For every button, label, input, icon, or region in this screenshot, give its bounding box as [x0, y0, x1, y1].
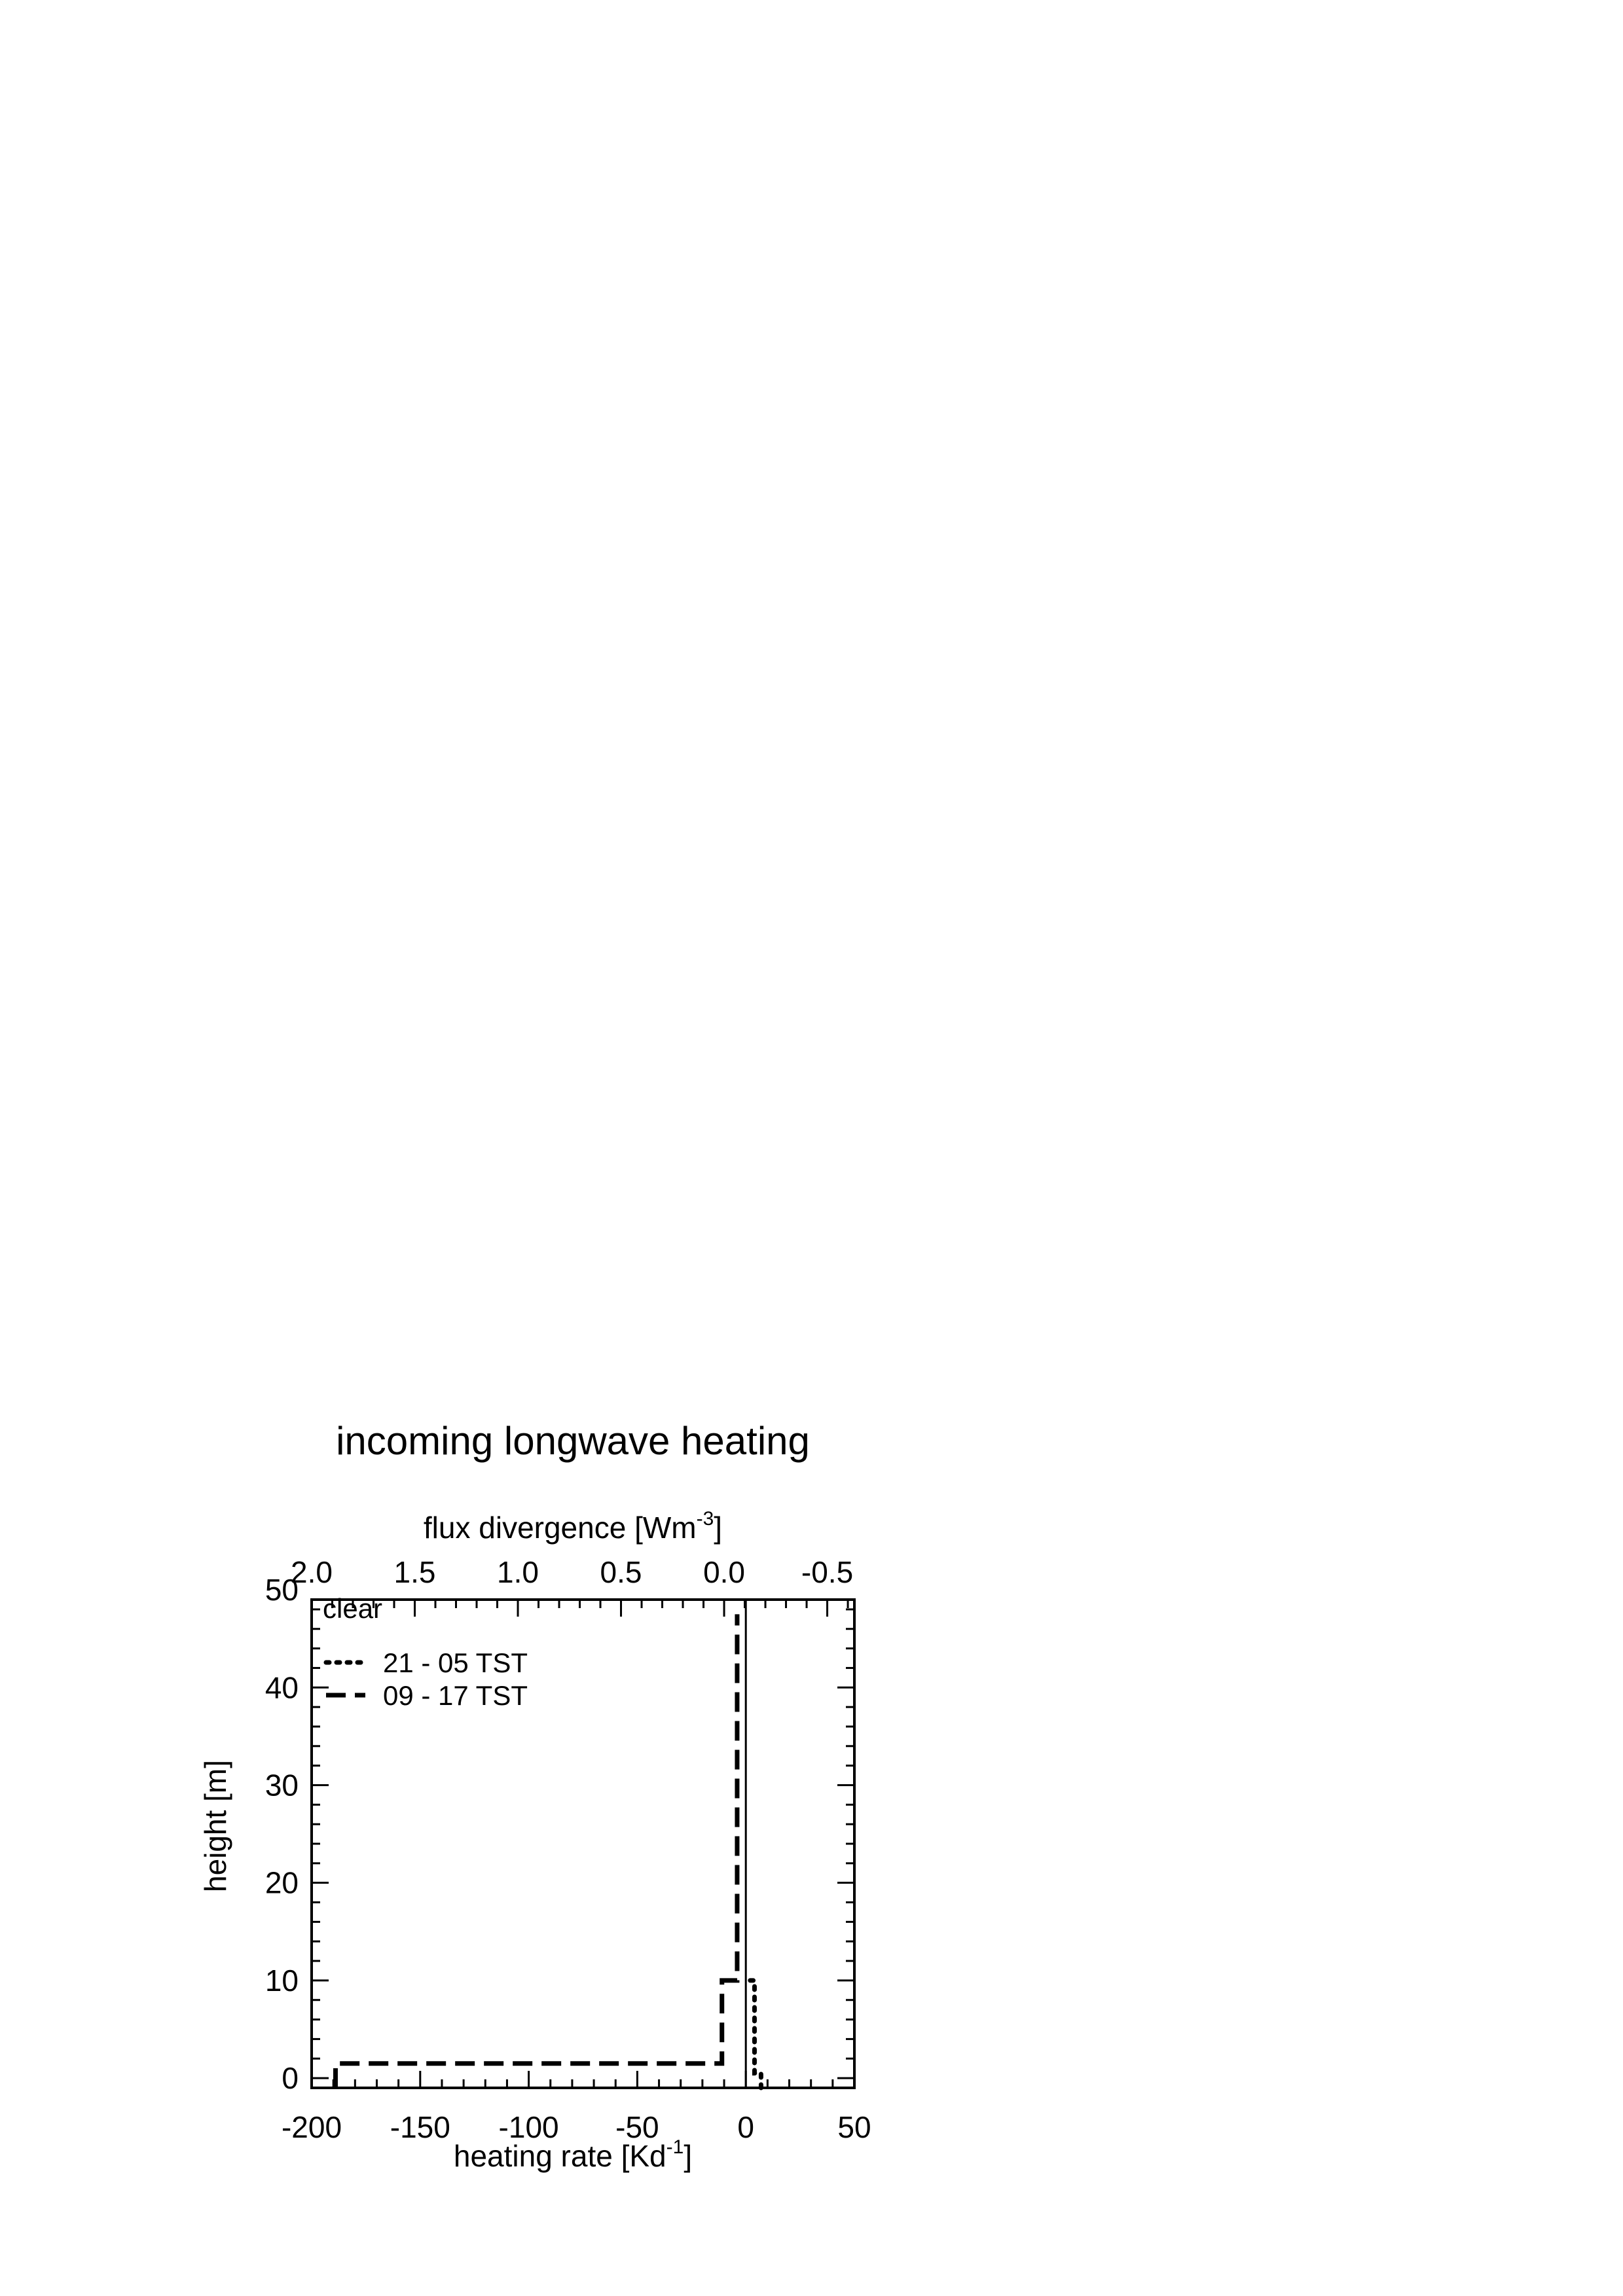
- x-tick-label: -150: [390, 2110, 450, 2144]
- x-tick-label: 50: [837, 2110, 871, 2144]
- y-tick-label: 0: [282, 2061, 299, 2096]
- top-axis-label-end: ]: [714, 1511, 723, 1545]
- top-axis-label: [424, 1508, 722, 1545]
- legend-label-2: 09 - 17 TST: [383, 1680, 528, 1711]
- x2-tick-label: -0.5: [801, 1555, 854, 1589]
- x-axis-label-end: ]: [684, 2139, 693, 2173]
- y-tick-label: 20: [264, 1865, 299, 1900]
- top-axis-label-sup: -3: [696, 1508, 714, 1530]
- x-axis-label-main: heating rate [Kd: [453, 2139, 666, 2173]
- x-tick-label: -100: [498, 2110, 559, 2144]
- plot-area: [265, 1555, 871, 2144]
- legend-title: clear: [323, 1593, 383, 1624]
- x2-tick-label: 1.5: [393, 1555, 436, 1589]
- y-tick-label: 40: [264, 1670, 299, 1705]
- x2-tick-label: 1.0: [497, 1555, 539, 1589]
- legend-label-1: 21 - 05 TST: [383, 1647, 528, 1678]
- x-tick-label: -200: [281, 2110, 342, 2144]
- series-line-1: [750, 1981, 761, 2088]
- x-axis-label-sup: -1: [666, 2136, 684, 2158]
- y-axis-label: height [m]: [198, 1760, 232, 1892]
- y-tick-label: 30: [264, 1768, 299, 1803]
- x2-tick-label: 2.0: [291, 1555, 333, 1589]
- y-tick-label: 10: [264, 1963, 299, 1998]
- y-tick-label: 50: [264, 1573, 299, 1607]
- x-tick-label: -50: [615, 2110, 659, 2144]
- x-tick-label: 0: [737, 2110, 754, 2144]
- top-axis-label-main: flux divergence [Wm: [423, 1511, 697, 1545]
- x2-tick-label: 0.5: [600, 1555, 642, 1589]
- legend: [323, 1593, 528, 1711]
- x2-tick-label: 0.0: [703, 1555, 746, 1589]
- chart-title: incoming longwave heating: [336, 1419, 810, 1463]
